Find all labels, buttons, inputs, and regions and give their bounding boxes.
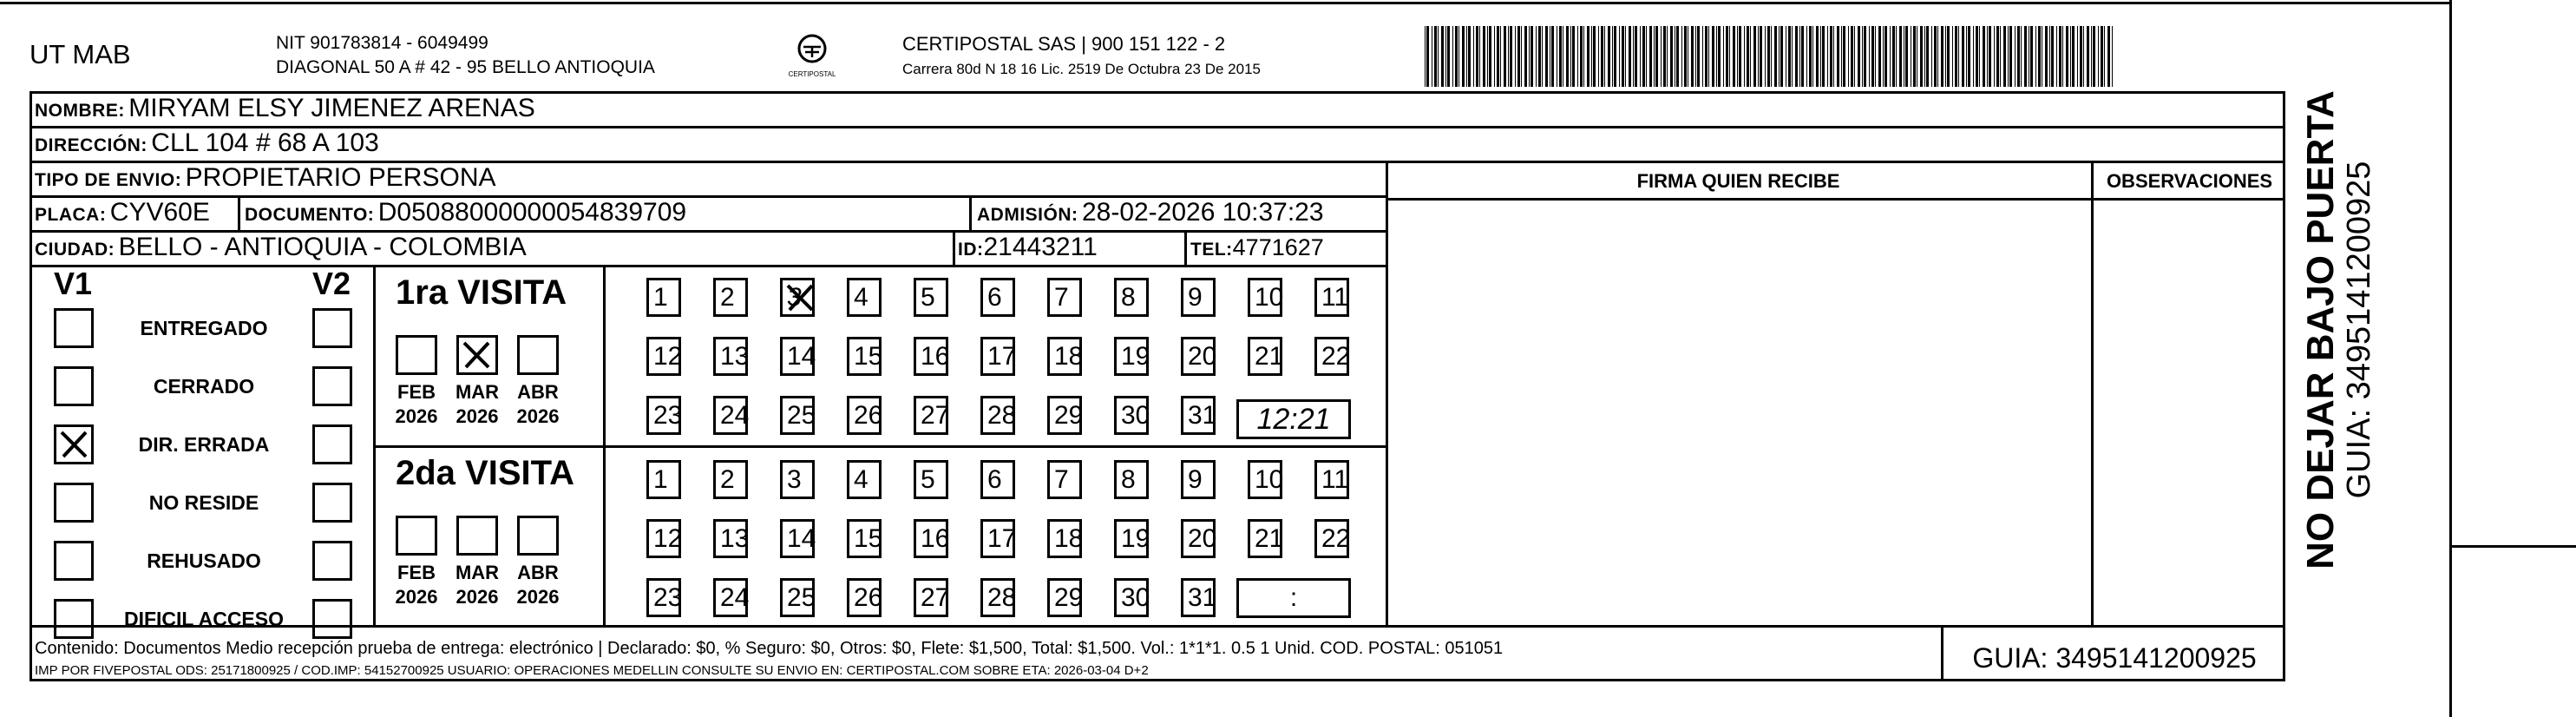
day-box[interactable]: 31 [1181, 578, 1216, 617]
day-box[interactable]: 17 [980, 337, 1015, 376]
reason-label: DIFICIL ACCESO [123, 608, 284, 630]
day-box[interactable]: 22 [1314, 337, 1349, 376]
v1-checkbox[interactable] [54, 308, 94, 348]
day-box[interactable]: 26 [847, 578, 882, 617]
month-name: FEB [397, 381, 436, 403]
month-checkbox[interactable] [517, 335, 559, 375]
day-box[interactable]: 2 [713, 460, 748, 499]
nit-line: NIT 901783814 - 6049499 [276, 33, 488, 53]
day-box[interactable]: 25 [780, 396, 815, 435]
address-line: DIAGONAL 50 A # 42 - 95 BELLO ANTIOQUIA [276, 57, 655, 77]
tipo-value: PROPIETARIO PERSONA [185, 163, 496, 192]
second-visit-time[interactable]: : [1236, 578, 1351, 618]
month-year: 2026 [516, 586, 560, 608]
nombre-value: MIRYAM ELSY JIMENEZ ARENAS [128, 94, 535, 122]
day-box[interactable]: 25 [780, 578, 815, 617]
imp-text: IMP POR FIVEPOSTAL ODS: 25171800925 / COD.IMP: 54152700925 USUARIO: OPERACIONES MEDELLIN CONSULTE SU ENVIO EN: CERTIPOSTAL.COM SOBRE ETA: 2026-03-04 D+2 [35, 663, 1149, 678]
day-box[interactable]: 8 [1114, 460, 1149, 499]
guia-vertical-text: GUIA: 3495141200925 [2341, 161, 2377, 499]
barcode [1423, 26, 2117, 87]
day-box[interactable]: 10 [1248, 460, 1282, 499]
day-box[interactable]: 20 [1181, 337, 1216, 376]
first-visit-time[interactable]: 12:21 [1236, 399, 1351, 439]
day-box[interactable]: 10 [1248, 278, 1282, 317]
certipostal-logo [786, 30, 838, 85]
day-box[interactable]: 18 [1047, 337, 1082, 376]
documento-field [245, 198, 686, 227]
day-box[interactable]: 15 [847, 337, 882, 376]
day-box[interactable]: 7 [1047, 460, 1082, 499]
day-box[interactable]: 19 [1114, 519, 1149, 558]
day-box[interactable]: 20 [1181, 519, 1216, 558]
visit-divider [373, 445, 1386, 448]
ciudad-value: BELLO - ANTIOQUIA - COLOMBIA [118, 233, 527, 261]
cell-divider [969, 195, 972, 230]
month-name: ABR [517, 562, 559, 583]
day-box[interactable]: 4 [847, 278, 882, 317]
month-year: 2026 [456, 586, 499, 608]
month-checkbox[interactable] [396, 516, 437, 556]
month-name: MAR [455, 381, 500, 403]
documento-label: DOCUMENTO: [245, 205, 375, 225]
month-name: ABR [517, 381, 559, 403]
day-box[interactable]: 12 [646, 519, 681, 558]
day-box[interactable]: 14 [780, 337, 815, 376]
top-border [0, 2, 2451, 4]
ciudad-label: CIUDAD: [35, 240, 115, 260]
day-box[interactable]: 28 [980, 578, 1015, 617]
day-box[interactable]: 21 [1248, 519, 1282, 558]
day-box[interactable]: 14 [780, 519, 815, 558]
placa-value: CYV60E [109, 198, 210, 227]
footer-guia: GUIA: 3495141200925 [1972, 642, 2257, 674]
day-box[interactable]: 5 [914, 460, 948, 499]
day-box[interactable]: 9 [1181, 278, 1216, 317]
reason-label: NO RESIDE [148, 491, 259, 514]
v1-label: V1 [54, 266, 93, 301]
day-box[interactable]: 7 [1047, 278, 1082, 317]
admision-field [977, 198, 1324, 227]
license-line: Carrera 80d N 18 16 Lic. 2519 De Octubra 23 De 2015 [902, 61, 1261, 77]
month-year: 2026 [456, 405, 499, 427]
placa-label: PLACA: [35, 205, 107, 225]
placa-field [35, 198, 210, 227]
contenido-text: Contenido: Documentos Medio recepción prueba de entrega: electrónico | Declarado: $0, % Seguro: $0, Otros: $0, Flete: $1,500, Total: $1,500. Vol.: 1*1*1. 0.5 1 Unid. COD. POSTAL: 051051 [35, 639, 1504, 658]
day-box[interactable]: 6 [980, 278, 1015, 317]
v2-checkbox[interactable] [312, 308, 352, 348]
sig-left-border [1386, 161, 1388, 628]
v1-checkbox[interactable] [54, 483, 94, 523]
check-x-mark [56, 427, 91, 462]
tipo-label: TIPO DE ENVIO: [35, 170, 182, 190]
sig-header-divider [1386, 198, 2285, 201]
id-field [958, 233, 1098, 262]
v2-checkbox[interactable] [312, 366, 352, 406]
day-box[interactable]: 21 [1248, 337, 1282, 376]
month-checkbox[interactable] [456, 335, 498, 375]
month-label [451, 380, 503, 429]
day-box[interactable]: 29 [1047, 578, 1082, 617]
carrier-line: CERTIPOSTAL SAS | 900 151 122 - 2 [902, 33, 1226, 55]
v1-checkbox[interactable] [54, 424, 94, 464]
day-box[interactable]: 29 [1047, 396, 1082, 435]
day-box[interactable]: 23 [646, 396, 681, 435]
day-box[interactable]: 3 [780, 460, 815, 499]
tel-label: TEL: [1190, 240, 1233, 260]
day-box[interactable]: 4 [847, 460, 882, 499]
day-box[interactable]: 23 [646, 578, 681, 617]
month-label [451, 561, 503, 609]
day-box[interactable]: 11 [1314, 278, 1349, 317]
tel-value: 4771627 [1232, 234, 1324, 260]
day-box[interactable]: 19 [1114, 337, 1149, 376]
day-box[interactable]: 30 [1114, 578, 1149, 617]
nombre-field [35, 94, 535, 123]
day-box[interactable]: 8 [1114, 278, 1149, 317]
day-box[interactable]: 17 [980, 519, 1015, 558]
edge-tick [2452, 545, 2576, 548]
reason-label: REHUSADO [147, 549, 261, 572]
day-box[interactable]: 9 [1181, 460, 1216, 499]
second-visit-title: 2da VISITA [396, 454, 574, 492]
logo-text: CERTIPOSTAL [788, 70, 836, 78]
day-box[interactable]: 1 [646, 278, 681, 317]
v1-checkbox[interactable] [54, 541, 94, 581]
day-box[interactable]: 27 [914, 578, 948, 617]
day-box[interactable]: 13 [713, 337, 748, 376]
day-box[interactable]: 31 [1181, 396, 1216, 435]
company-name: UT MAB [29, 39, 131, 69]
day-box[interactable]: 30 [1114, 396, 1149, 435]
first-visit-title: 1ra VISITA [396, 273, 567, 312]
day-box[interactable]: 11 [1314, 460, 1349, 499]
ciudad-field [35, 233, 527, 262]
admision-label: ADMISIÓN: [977, 205, 1078, 225]
day-box[interactable]: 27 [914, 396, 948, 435]
month-checkbox[interactable] [517, 516, 559, 556]
day-box[interactable]: 22 [1314, 519, 1349, 558]
v2-checkbox[interactable] [312, 599, 352, 639]
month-name: FEB [397, 562, 436, 583]
v1-checkbox[interactable] [54, 366, 94, 406]
footer-divider [29, 625, 2285, 628]
v2-checkbox[interactable] [312, 483, 352, 523]
id-value: 21443211 [983, 233, 1098, 261]
cell-divider [953, 230, 955, 265]
month-year: 2026 [395, 405, 438, 427]
tipo-field [35, 163, 496, 193]
month-label [390, 380, 442, 429]
id-label: ID: [958, 240, 984, 260]
month-year: 2026 [516, 405, 560, 427]
no-dejar-text: NO DEJAR BAJO PUERTA [2299, 90, 2342, 569]
month-label [512, 380, 564, 429]
admision-value: 28-02-2026 10:37:23 [1081, 198, 1324, 227]
direccion-value: CLL 104 # 68 A 103 [151, 128, 379, 157]
day-box[interactable]: 3 [780, 278, 815, 317]
check-x-mark [459, 338, 494, 372]
v1-checkbox[interactable] [54, 599, 94, 639]
documento-value: D05088000000054839709 [377, 198, 687, 227]
day-box[interactable]: 28 [980, 396, 1015, 435]
day-box[interactable]: 16 [914, 337, 948, 376]
reason-label: DIR. ERRADA [138, 433, 270, 456]
sig-mid-border [2091, 161, 2094, 628]
cell-divider [238, 195, 240, 230]
day-box[interactable]: 18 [1047, 519, 1082, 558]
day-box[interactable]: 12 [646, 337, 681, 376]
direccion-field [35, 128, 379, 158]
check-x-mark [783, 280, 817, 315]
v2-checkbox[interactable] [312, 541, 352, 581]
month-label [512, 561, 564, 609]
day-box[interactable]: 6 [980, 460, 1015, 499]
day-box[interactable]: 13 [713, 519, 748, 558]
v2-label: V2 [312, 266, 351, 301]
reason-label: CERRADO [153, 375, 255, 398]
firma-label: FIRMA QUIEN RECIBE [1636, 170, 1840, 192]
observaciones-label: OBSERVACIONES [2106, 170, 2273, 192]
day-box[interactable]: 5 [914, 278, 948, 317]
day-box[interactable]: 16 [914, 519, 948, 558]
month-checkbox[interactable] [396, 335, 437, 375]
nombre-label: NOMBRE: [35, 101, 125, 121]
tel-field [1190, 234, 1324, 261]
month-year: 2026 [395, 586, 438, 608]
day-box[interactable]: 24 [713, 578, 748, 617]
day-box[interactable]: 1 [646, 460, 681, 499]
month-name: MAR [455, 562, 500, 583]
day-box[interactable]: 15 [847, 519, 882, 558]
direccion-label: DIRECCIÓN: [35, 135, 147, 155]
day-box[interactable]: 26 [847, 396, 882, 435]
month-label [390, 561, 442, 609]
right-edge-line [2449, 0, 2452, 717]
month-checkbox[interactable] [456, 516, 498, 556]
row-divider [29, 265, 1387, 267]
reason-label: ENTREGADO [140, 317, 268, 339]
v2-checkbox[interactable] [312, 424, 352, 464]
cell-divider [1184, 230, 1187, 265]
day-box[interactable]: 24 [713, 396, 748, 435]
day-box[interactable]: 2 [713, 278, 748, 317]
